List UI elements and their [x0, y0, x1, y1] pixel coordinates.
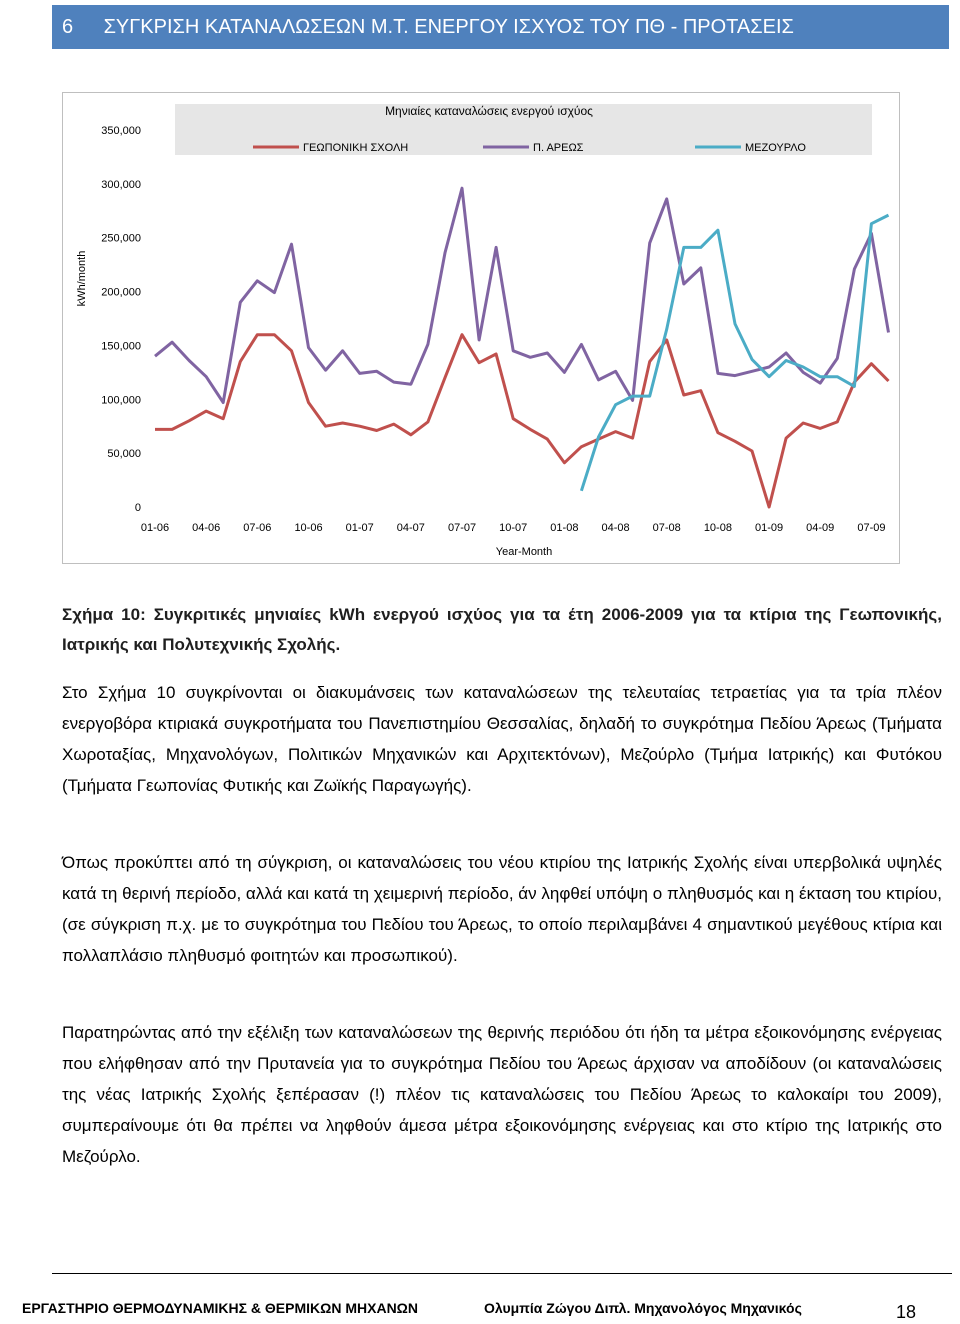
- x-tick-label: 01-08: [550, 522, 579, 534]
- paragraph-3: Παρατηρώντας από την εξέλιξη των καταναλώσεων της θερινής περιόδου ότι ήδη τα μέτρα εξοικονόμησης ενέργειας που ελήφθησαν από την Πρυτανεία για το συγκρότημα Πεδίου του Άρεως άρχισαν να αποδίδουν (οι καταναλώσεις της νέας Ιατρικής Σχολής ξεπέρασαν (!) πλέον τις καταναλώσεις του Πεδίου Άρεως το καλοκαίρι του 2009), συμπεραίνουμε ότι θα πρέπει να ληφθούν άμεσα μέτρα εξοικονόμησης ενέργειας και στο κτίριο της Ιατρικής στο Μεζούρλο.: [62, 1023, 942, 1166]
- figure-caption: Σχήμα 10: Συγκριτικές μηνιαίες kWh ενεργού ισχύος για τα έτη 2006-2009 για τα κτίρια της Γεωπονικής, Ιατρικής και Πολυτεχνικής Σχολής.: [62, 605, 942, 654]
- series-line: [155, 188, 889, 402]
- x-tick-label: 01-06: [140, 522, 170, 534]
- y-tick-label: 300,000: [101, 178, 141, 191]
- legend-label: ΓΕΩΠΟΝΙΚΗ ΣΧΟΛΗ: [303, 142, 409, 154]
- y-tick-label: 150,000: [101, 340, 141, 353]
- y-tick-label: 0: [134, 502, 141, 514]
- footer-lab-name: ΕΡΓΑΣΤΗΡΙΟ ΘΕΡΜΟΔΥΝΑΜΙΚΗΣ & ΘΕΡΜΙΚΩΝ ΜΗΧΑΝΩΝ: [22, 1300, 419, 1316]
- x-axis-label: Year-Month: [495, 546, 553, 558]
- x-tick-label: 10-06: [294, 522, 323, 534]
- footer-divider: [52, 1273, 952, 1274]
- line-chart: [62, 92, 900, 564]
- x-tick-label: 10-07: [499, 522, 528, 534]
- y-tick-label: 200,000: [101, 286, 141, 299]
- section-number: 6: [62, 16, 74, 38]
- x-tick-label: 07-08: [652, 522, 681, 534]
- legend-label: Π. ΑΡΕΩΣ: [533, 142, 584, 154]
- x-tick-label: 07-07: [447, 522, 477, 534]
- chart-title: Μηνιαίες καταναλώσεις ενεργού ισχύος: [385, 104, 593, 118]
- section-header: [52, 5, 949, 49]
- x-tick-label: 10-08: [703, 522, 732, 534]
- x-tick-label: 01-07: [345, 522, 374, 534]
- footer-author: Ολυμπία Ζώγου Διπλ. Μηχανολόγος Μηχανικός: [484, 1300, 802, 1316]
- y-tick-label: 350,000: [101, 125, 141, 137]
- x-tick-label: 04-09: [806, 522, 835, 534]
- x-tick-label: 07-06: [243, 522, 272, 534]
- x-tick-label: 04-08: [601, 522, 630, 534]
- section-title: ΣΥΓΚΡΙΣΗ ΚΑΤΑΝΑΛΩΣΕΩΝ Μ.Τ. ΕΝΕΡΓΟΥ ΙΣΧΥΟΣ ΤΟΥ ΠΘ - ΠΡΟΤΑΣΕΙΣ: [103, 16, 794, 38]
- x-tick-label: 04-06: [192, 522, 221, 534]
- paragraph-2: Όπως προκύπτει από τη σύγκριση, οι καταναλώσεις του νέου κτιρίου της Ιατρικής Σχολής είναι υπερβολικά υψηλές κατά τη θερινή περίοδο, αλλά και κατά τη χειμερινή περίοδο, άν ληφθεί υπόψη ο πληθυσμός και η έκταση του κτιρίου, (σε σύγκριση π.χ. με το συγκρότημα του Πεδίου του Άρεως, το οποίο περιλαμβάνει 4 σημαντικού μεγέθους κτίρια και πολλαπλάσιο πληθυσμό φοιτητών και προσωπικού).: [62, 853, 942, 965]
- x-tick-label: 07-09: [857, 522, 886, 534]
- chart-canvas: [63, 93, 901, 565]
- y-axis-label: kWh/month: [76, 250, 88, 307]
- y-tick-label: 250,000: [101, 232, 141, 245]
- y-tick-label: 50,000: [107, 448, 141, 461]
- y-tick-label: 100,000: [101, 394, 141, 407]
- x-tick-label: 01-09: [754, 522, 784, 534]
- legend-label: ΜΕΖΟΥΡΛΟ: [745, 142, 806, 154]
- series-line: [581, 215, 888, 491]
- page-number: 18: [896, 1302, 917, 1322]
- paragraph-1: Στο Σχήμα 10 συγκρίνονται οι διακυμάνσεις των καταναλώσεων της τελευταίας τετραετίας για τα τρία πλέον ενεργοβόρα κτιριακά συγκροτήματα του Πανεπιστημίου Θεσσαλίας, δηλαδή το συγκρότημα Πεδίου Άρεως (Τμήματα Χωροταξίας, Μηχανολόγων, Πολιτικών Μηχανικών και Αρχιτεκτόνων), Μεζούρλο (Τμήμα Ιατρικής) και Φυτόκου (Τμήματα Γεωπονίας Φυτικής και Ζωϊκής Παραγωγής).: [62, 683, 942, 795]
- x-tick-label: 04-07: [396, 522, 425, 534]
